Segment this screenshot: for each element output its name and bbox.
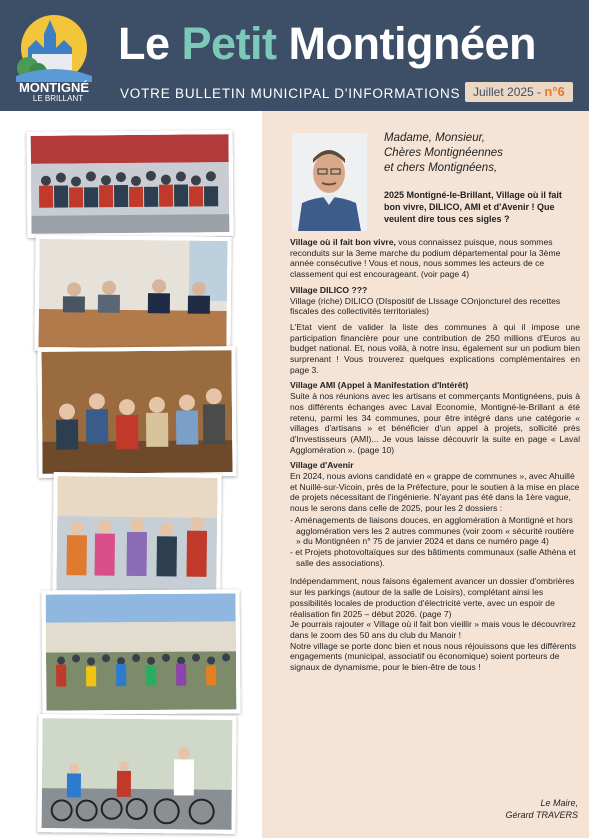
signature [470,797,578,821]
intro-heading: 2025 Montigné-le-Brillant, Village où il fait bon vivre, DILICO, AMI et d'Avenir ! Que veulent dire tous ces sigles ? [384,190,562,224]
section-heading-dilico: Village DILICO ??? [290,284,368,295]
paragraph-vieillir: Je pourrais rajouter « Village où il fait bon vieillir » mais vous le découvrirez dans le zoom des 50 ans du club du Manoir ! [290,619,576,640]
dossier-list [290,515,580,569]
section-heading-ami: Village AMI (Appel à Manifestation d'Intérêt) [290,380,469,391]
photo-outdoor-gathering [42,589,241,714]
greeting-line: Madame, Monsieur, [384,132,485,144]
issue-badge [465,82,573,102]
paragraph-ombrieres: Indépendamment, nous faisons également avancer un dossier d'ombrières sur les parkings (autour de la salle de Loisirs), complétant ainsi les possibilités locales de production d'électricité verte, avec un espoir de réalisation fin 2025 – début 2026. (page 7) [290,576,575,619]
paragraph-conclusion: Notre village se porte donc bien et nous nous réjouissons que les différents engagements (municipal, associatif ou économique) soient porteurs de signaux de dynamisme, pour le bien-être de tous ! [290,640,576,673]
header-banner [0,0,589,111]
paragraph-etat: L'Etat vient de valider la liste des communes à qui il impose une participation financière pour une contribution de 250 millions d'Euros au budget national. Et, nous voilà, à notre insu, également sur un podium bien surprenant ! Vous trouverez quelques explications complémentaires en page 3. [290,321,580,375]
bulletin-title [118,18,536,70]
issue-date: Juillet 2025 - [473,85,545,99]
title-petit: Petit [181,18,277,69]
photo-carnival [52,472,221,596]
greeting [384,131,503,176]
paragraph-ami: Suite à nos réunions avec les artisans et commerçants Montignéens, puis à nos différents échanges avec Laval Economie, Montigné-le-Brillant a été retenu, parmi les 34 communes, pour être intégré dans une catégorie « villages d'artisans » et bénéficier d'un appel à projets, sollicité près d'Investisseurs (AMI)... Je vous laisse découvrir la suite en page « Laval Agglomération ». (page 10) [290,391,580,455]
logo-subname: LE BRILLANT [32,94,84,102]
photo-group-crowd [27,130,234,238]
letter-body [290,237,580,678]
signature-name: Gérard TRAVERS [505,810,578,820]
photo-children-group [37,346,236,478]
paragraph-bon-vivre [290,237,580,280]
paragraph-lead: Village où il fait bon vivre, [290,237,396,247]
greeting-line: Chères Montignéennes [384,147,503,159]
logo-name: MONTIGNÉ [18,80,90,95]
title-le: Le [118,18,182,69]
paragraph-dilico: Village (riche) DILICO (DIspositif de LIssage COnjoncturel des recettes fiscales des collectivités territoriales) [290,295,561,317]
section-heading-avenir: Village d'Avenir [290,460,354,471]
title-montigneen: Montignéen [276,18,537,69]
signature-role: Le Maire, [540,798,578,808]
bulletin-subtitle: VOTRE BULLETIN MUNICIPAL D'INFORMATIONS [120,86,461,101]
photo-meeting-table [34,235,231,353]
issue-number: n°6 [544,84,565,99]
village-logo [8,10,100,102]
paragraph-avenir: En 2024, nous avions candidaté en « grappe de communes », avec Ahuillé et Nuillé-sur-Vicoin, près de la Préfecture, pour le soutien à la mise en place de projets nécessitant de l'ingénierie. N'ayant pas été dans la 1ère vague, nous le serons dans celle de 2025, pour les 2 dossiers : [290,471,580,514]
photo-cyclists [37,714,236,834]
list-item: - Aménagements de liaisons douces, en agglomération à Montigné et hors agglomération vers les 2 autres communes (voir zoom « sécurité routière » du Montignéen n° 75 de janvier 2024 et dans ce numéro page 4) [290,514,574,547]
paragraph-text: vous connaissez puisque, nous sommes reconduits sur la 3eme marche du podium départemental pour la 3ème année consécutive ! Vous et nous, nous sommes les acteurs de ce classement qui est encourageant. (voir page 4) [290,237,561,280]
mayor-portrait [292,133,367,231]
list-item: - et Projets photovoltaïques sur des bâtiments communaux (salle Athéna et salle des associations). [290,546,576,568]
greeting-line: et chers Montignéens, [384,162,498,174]
